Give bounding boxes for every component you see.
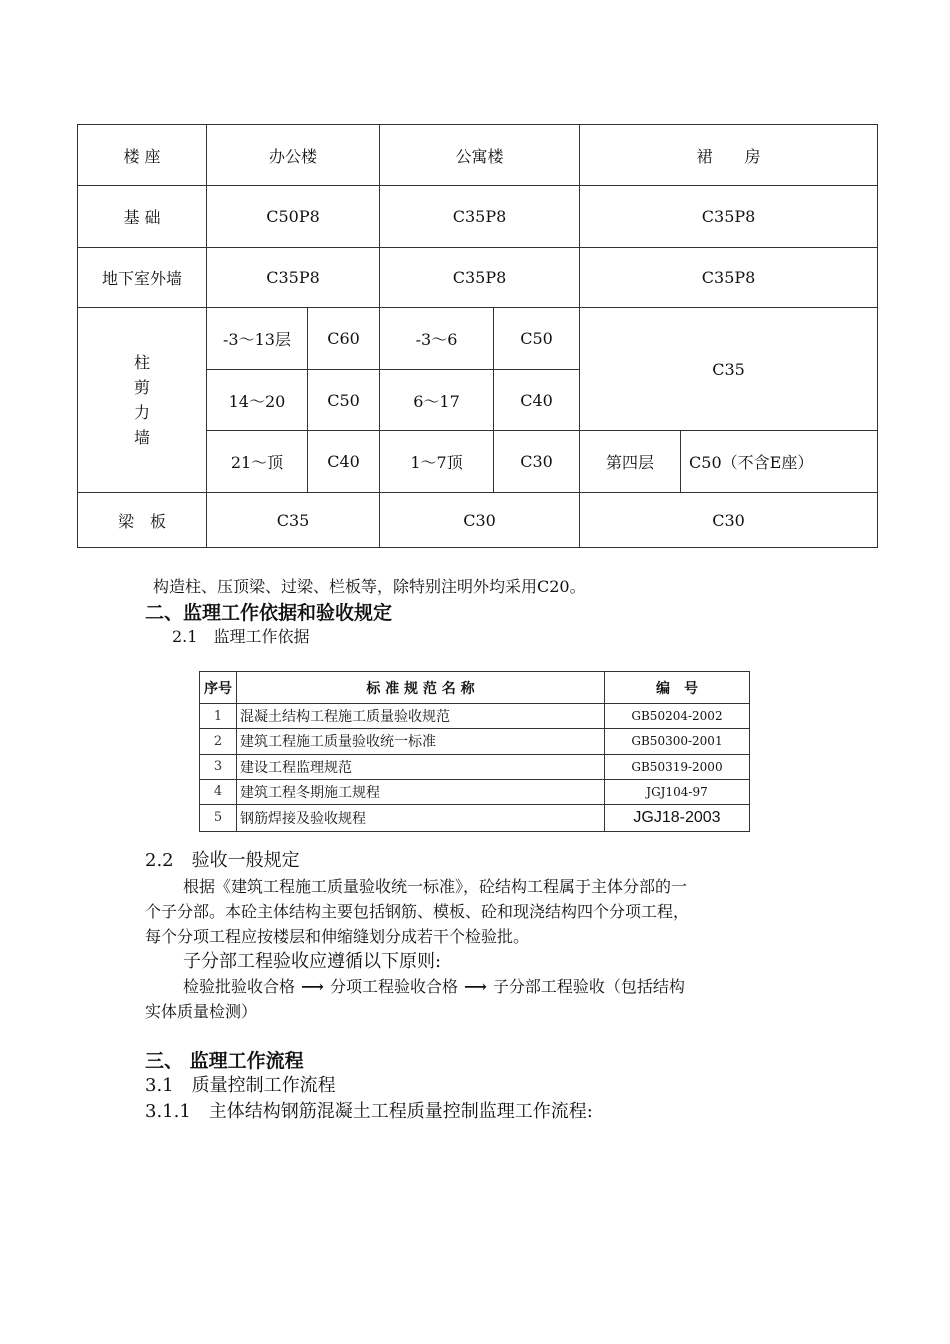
flow-step-2: 分项工程验收合格 xyxy=(329,977,458,996)
section2-2-title: 2.2 验收一般规定 xyxy=(145,850,300,871)
row-label-basement-wall: 地下室外墙 xyxy=(78,248,207,308)
apartment-floor-range: 6～17 xyxy=(380,370,494,431)
std-name: 混凝土结构工程施工质量验收规范 xyxy=(237,704,605,729)
table-row xyxy=(200,779,750,804)
column-wall-label-line: 柱 xyxy=(133,353,150,372)
std-no: 1 xyxy=(200,704,237,729)
paragraph-line: 个子分部。本砼主体结构主要包括钢筋、模板、砼和现浇结构四个分项工程， xyxy=(145,902,690,921)
std-no: 4 xyxy=(200,779,237,804)
office-grade: C60 xyxy=(308,308,380,370)
office-floor-range: 21～顶 xyxy=(207,431,308,493)
std-name: 建设工程监理规范 xyxy=(237,754,605,779)
header-office: 办公楼 xyxy=(207,125,380,186)
standards-table xyxy=(199,671,750,832)
std-code: GB50204-2002 xyxy=(605,704,750,729)
office-grade: C50 xyxy=(308,370,380,431)
row-label-foundation: 基 础 xyxy=(78,186,207,248)
table-row xyxy=(200,704,750,729)
std-header-no: 序号 xyxy=(200,672,237,704)
std-name: 钢筋焊接及验收规程 xyxy=(237,804,605,831)
std-name: 建筑工程施工质量验收统一标准 xyxy=(237,729,605,754)
std-header-code: 编 号 xyxy=(605,672,750,704)
table-row xyxy=(200,804,750,831)
table-row xyxy=(200,754,750,779)
flow-step-1: 检验批验收合格 xyxy=(183,977,296,996)
header-podium: 裙 房 xyxy=(580,125,878,186)
beam-slab-apartment: C30 xyxy=(380,493,580,548)
concrete-grade-table xyxy=(77,124,878,548)
apartment-floor-range: -3～6 xyxy=(380,308,494,370)
section3-1-1-title: 3.1.1 主体结构钢筋混凝土工程质量控制监理工作流程: xyxy=(145,1101,593,1122)
std-no: 2 xyxy=(200,729,237,754)
foundation-office: C50P8 xyxy=(207,186,380,248)
foundation-apartment: C35P8 xyxy=(380,186,580,248)
podium-column-grade: C35 xyxy=(580,308,878,431)
section3-title: 三、 监理工作流程 xyxy=(145,1050,304,1072)
std-code: JGJ18-2003 xyxy=(605,804,750,831)
apartment-grade: C40 xyxy=(494,370,580,431)
row-label-beam-slab: 梁 板 xyxy=(78,493,207,548)
apartment-grade: C30 xyxy=(494,431,580,493)
table-row xyxy=(200,729,750,754)
beam-slab-office: C35 xyxy=(207,493,380,548)
foundation-podium: C35P8 xyxy=(580,186,878,248)
basement-wall-apartment: C35P8 xyxy=(380,248,580,308)
std-code: GB50300-2001 xyxy=(605,729,750,754)
arrow-right-icon: ⟶ xyxy=(463,977,487,996)
apartment-floor-range: 1～7顶 xyxy=(380,431,494,493)
acceptance-flow xyxy=(183,974,685,997)
flow-step-3: 子分部工程验收（包括结构 xyxy=(492,977,685,996)
arrow-right-icon: ⟶ xyxy=(301,977,324,996)
std-no: 5 xyxy=(200,804,237,831)
section2-1-title: 2.1 监理工作依据 xyxy=(172,627,310,646)
note-text: 构造柱、压顶梁、过梁、栏板等，除特别注明外均采用C20。 xyxy=(153,577,586,596)
basement-wall-office: C35P8 xyxy=(207,248,380,308)
column-wall-label-line: 墙 xyxy=(133,428,150,447)
std-no: 3 xyxy=(200,754,237,779)
flow-tail: 实体质量检测） xyxy=(145,1002,258,1021)
beam-slab-podium: C30 xyxy=(580,493,878,548)
section3-1-title: 3.1 质量控制工作流程 xyxy=(145,1075,336,1096)
std-code: JGJ104-97 xyxy=(605,779,750,804)
paragraph-line: 根据《建筑工程施工质量验收统一标准》，砼结构工程属于主体分部的一 xyxy=(183,877,688,896)
section2-title: 二、监理工作依据和验收规定 xyxy=(145,602,393,624)
std-header-name: 标 准 规 范 名 称 xyxy=(237,672,605,704)
std-code: GB50319-2000 xyxy=(605,754,750,779)
principle-text: 子分部工程验收应遵循以下原则: xyxy=(183,951,442,972)
column-wall-label-line: 剪 xyxy=(133,378,150,397)
apartment-grade: C50 xyxy=(494,308,580,370)
basement-wall-podium: C35P8 xyxy=(580,248,878,308)
paragraph-line: 每个分项工程应按楼层和伸缩缝划分成若干个检验批。 xyxy=(145,927,530,946)
office-floor-range: 14～20 xyxy=(207,370,308,431)
column-wall-label-line: 力 xyxy=(133,403,150,422)
podium-fourth-floor-label: 第四层 xyxy=(580,431,681,493)
podium-fourth-floor-grade: C50（不含E座） xyxy=(681,431,878,493)
header-apartment: 公寓楼 xyxy=(380,125,580,186)
std-name: 建筑工程冬期施工规程 xyxy=(237,779,605,804)
header-building: 楼 座 xyxy=(78,125,207,186)
office-grade: C40 xyxy=(308,431,380,493)
row-label-column-wall xyxy=(78,308,207,493)
office-floor-range: -3～13层 xyxy=(207,308,308,370)
